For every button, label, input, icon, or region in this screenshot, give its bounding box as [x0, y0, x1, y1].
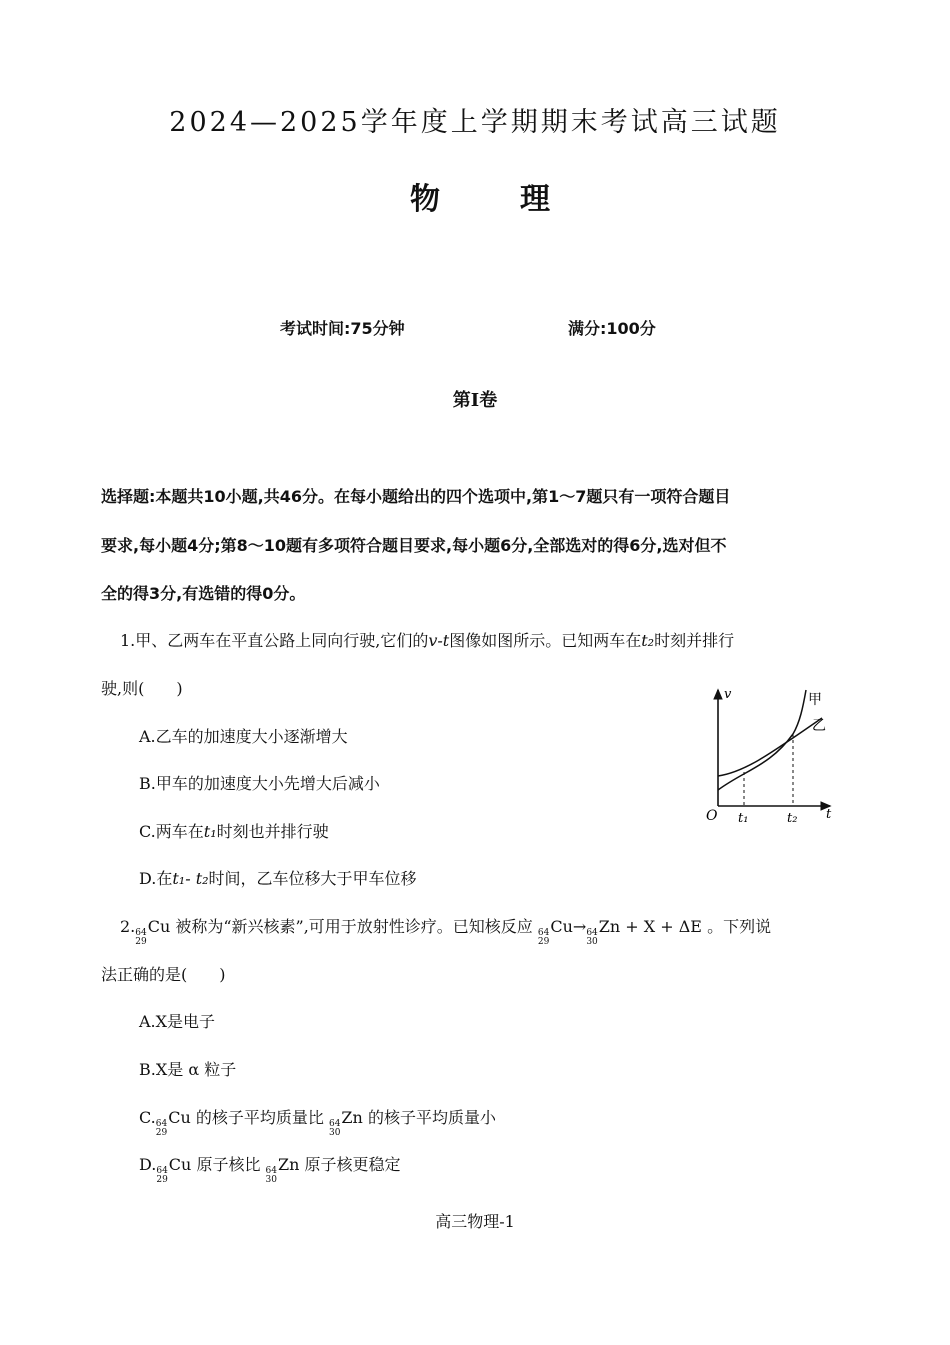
zn-mass-number-3: 64: [265, 1166, 277, 1176]
zn-atomic-number: 30: [586, 937, 598, 947]
yi-label: 乙: [812, 718, 826, 734]
q2-stem-line-2: 法正确的是( ): [101, 965, 226, 984]
q1-option-b: B.甲车的加速度大小先增大后减小: [139, 774, 380, 793]
q2-option-a: A.X是电子: [139, 1012, 216, 1031]
zn-symbol-2: Zn: [341, 1108, 363, 1127]
full-score: 满分:100分: [568, 319, 656, 338]
zn-atomic-number-2: 30: [328, 1128, 341, 1138]
cu-nuclide-indices-2: [538, 929, 549, 947]
reaction-arrow: →: [572, 917, 587, 936]
q2-option-c-part-c: 的核子平均质量小: [367, 1108, 496, 1127]
q1-option-d-part-a: D.在: [139, 869, 173, 888]
exam-time: 考试时间:75分钟: [280, 319, 405, 338]
cu-symbol-2: Cu: [550, 917, 573, 936]
v-axis-label: v: [724, 687, 732, 702]
cu-mass-number-3: 64: [155, 1119, 168, 1129]
q1-option-d: [139, 866, 417, 889]
cu-atomic-number: 29: [135, 937, 147, 947]
q2-stem-part-b: 。下列说: [707, 917, 772, 936]
q2-option-b: B.X是 α 粒子: [139, 1060, 237, 1079]
subject-char-2: 理: [520, 182, 550, 217]
instructions-line-3: 全的得3分,有选错的得0分。: [101, 584, 306, 603]
q2-stem-part-a: 被称为“新兴核素”,可用于放射性诊疗。已知核反应: [175, 917, 533, 936]
q1-stem-part-a: 1.甲、乙两车在平直公路上同向行驶,它们的: [120, 631, 429, 650]
zn-atomic-number-3: 30: [265, 1175, 277, 1185]
q1-stem-line-2: 驶,则( ): [101, 679, 183, 698]
section-heading: 第Ⅰ卷: [452, 390, 498, 411]
q2-option-d: [139, 1152, 401, 1185]
cu-atomic-number-2: 29: [537, 937, 550, 947]
origin-label: O: [706, 808, 718, 824]
q1-option-a: A.乙车的加速度大小逐渐增大: [139, 727, 348, 746]
t-axis-label: t: [826, 807, 832, 822]
cu-mass-number-2: 64: [537, 928, 550, 938]
cu-atomic-number-3: 29: [155, 1128, 168, 1138]
q1-option-c-t1: t₁: [203, 822, 217, 841]
page-footer: 高三物理-1: [435, 1212, 515, 1231]
q2-option-c: [139, 1105, 496, 1138]
q2-option-c-part-b: 的核子平均质量比: [195, 1108, 324, 1127]
zn-mass-number: 64: [586, 928, 598, 938]
cu-symbol-4: Cu: [168, 1155, 192, 1174]
jia-label: 甲: [808, 692, 822, 708]
zn-nuclide-indices: [586, 929, 597, 947]
cu-nuclide-indices: [135, 929, 146, 947]
t1-label: t₁: [738, 811, 749, 826]
cu-symbol: Cu: [147, 917, 171, 936]
zn-mass-number-2: 64: [328, 1119, 341, 1129]
q1-option-c-part-a: C.两车在: [139, 822, 204, 841]
q1-option-c: [139, 819, 329, 842]
subject-title: [410, 174, 550, 218]
q2-option-d-letter: D.: [139, 1155, 157, 1174]
q1-vt-symbol: v-t: [428, 631, 450, 650]
q1-t2-symbol: t₂: [641, 631, 655, 650]
q2-option-c-letter: C.: [139, 1108, 156, 1127]
q1-option-d-interval: t₁- t₂: [172, 869, 209, 888]
cu-symbol-3: Cu: [168, 1108, 191, 1127]
cu-atomic-number-4: 29: [156, 1175, 168, 1185]
q1-option-c-part-b: 时刻也并排行驶: [216, 822, 329, 841]
reaction-products: + X + ΔE: [625, 917, 702, 936]
cu-mass-number: 64: [135, 928, 147, 938]
vt-graph: [700, 682, 840, 827]
instructions-line-2: 要求,每小题4分;第8～10题有多项符合题目要求,每小题6分,全部选对的得6分,选对但不: [101, 536, 727, 555]
subject-char-1: 物: [410, 182, 440, 217]
cu-nuclide-indices-3: [156, 1120, 167, 1138]
q2-number: 2.: [120, 917, 136, 936]
q1-stem-part-b: 图像如图所示。已知两车在: [449, 631, 642, 650]
q1-stem-part-c: 时刻并排行: [654, 631, 735, 650]
curve-yi: [718, 718, 822, 776]
zn-symbol-3: Zn: [278, 1155, 300, 1174]
q2-stem-line-1: [120, 914, 771, 947]
q1-option-d-part-b: 时间，乙车位移大于甲车位移: [208, 869, 417, 888]
zn-nuclide-indices-3: [266, 1167, 277, 1185]
cu-mass-number-4: 64: [156, 1166, 168, 1176]
exam-title: 2024—2025学年度上学期期末考试高三试题: [169, 107, 781, 138]
instructions-line-1: 选择题:本题共10小题,共46分。在每小题给出的四个选项中,第1～7题只有一项符合题目: [101, 487, 731, 506]
q2-option-d-part-b: 原子核比: [196, 1155, 261, 1174]
cu-nuclide-indices-4: [156, 1167, 167, 1185]
zn-nuclide-indices-2: [329, 1120, 340, 1138]
q1-stem-line-1: [120, 628, 734, 651]
q2-option-d-part-c: 原子核更稳定: [304, 1155, 401, 1174]
t2-label: t₂: [787, 811, 798, 826]
zn-symbol: Zn: [598, 917, 621, 936]
